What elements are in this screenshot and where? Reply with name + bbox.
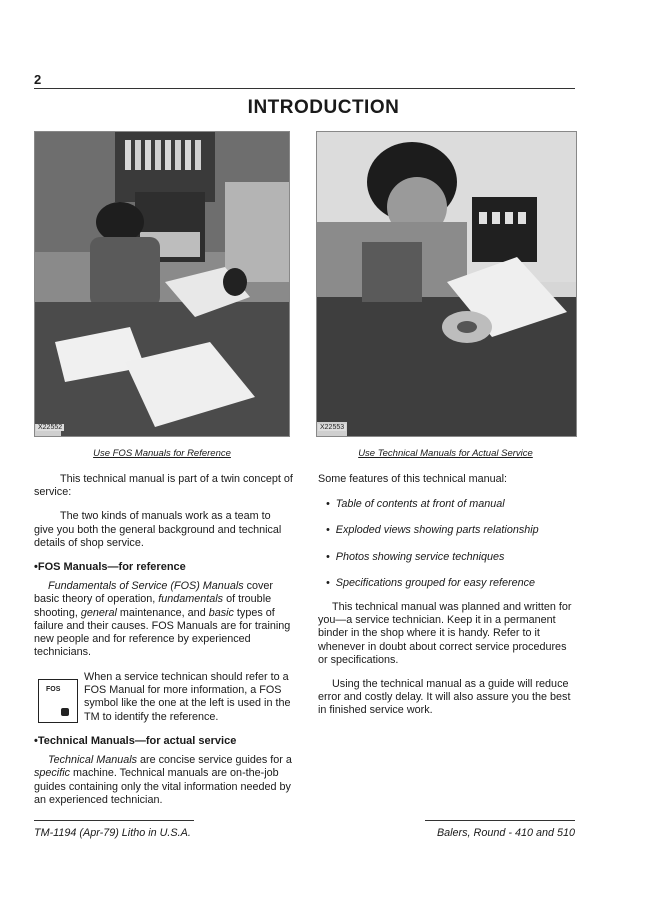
guide-paragraph: Using the technical manual as a guide will reduce error and costly delay. It will also assure you the best in finished service work. xyxy=(318,678,571,717)
photo-fos-illustration xyxy=(35,132,289,436)
left-column xyxy=(34,473,293,659)
footer-rule-left xyxy=(34,820,194,821)
page-number: 2 xyxy=(34,72,42,87)
right-column xyxy=(318,473,575,718)
header-rule xyxy=(34,88,575,89)
photo-caption-right: Use Technical Manuals for Actual Service xyxy=(358,448,533,459)
tm-paragraph: Technical Manuals are concise service guides for a specific machine. Technical manuals are on-the-job guides containing only the vital information needed by an experienced technician. xyxy=(34,754,292,806)
footer-right: Balers, Round - 410 and 510 xyxy=(436,827,575,839)
features-intro: Some features of this technical manual: xyxy=(318,473,508,485)
fos-symbol-paragraph: When a service technican should refer to a FOS Manual for more information, a FOS symbol like the one at the left is used in the TM to identify the reference. xyxy=(84,671,291,723)
fos-heading: •FOS Manuals—for reference xyxy=(34,561,186,574)
team-paragraph: The two kinds of manuals work as a team to give you both the general background and technical details of shop service. xyxy=(34,510,282,549)
feature-item: • Table of contents at front of manual xyxy=(326,498,505,511)
photo-code-right: X22553 xyxy=(320,424,345,431)
photo-caption-left: Use FOS Manuals for Reference xyxy=(93,448,231,459)
tm-heading: •Technical Manuals—for actual service xyxy=(34,735,237,747)
photo-code-left: X22552 xyxy=(38,424,63,431)
fos-symbol-dot-icon xyxy=(61,708,69,716)
planned-paragraph: This technical manual was planned and written for you—a service technician. Keep it in a permanent binder in the shop where it is handy. Refer to it whenever in doubt about correct service procedures or specifications. xyxy=(318,601,572,666)
fos-symbol-label: FOS xyxy=(46,686,61,693)
footer-left: TM-1194 (Apr-79) Litho in U.S.A. xyxy=(34,827,191,839)
feature-item: • Exploded views showing parts relationship xyxy=(326,524,539,537)
feature-item: • Photos showing service techniques xyxy=(326,550,505,563)
feature-list xyxy=(326,498,575,590)
photo-service-illustration xyxy=(317,132,576,436)
feature-item: • Specifications grouped for easy reference xyxy=(326,576,536,589)
fos-paragraph: Fundamentals of Service (FOS) Manuals cover basic theory of operation, fundamentals of trouble shooting, general maintenance, and basic types of failure and their causes. FOS Manuals are for training new people and for reference by experienced technicians. xyxy=(34,580,291,659)
fos-symbol xyxy=(38,679,78,723)
tm-section xyxy=(34,735,293,807)
photo-technical-service xyxy=(316,131,577,437)
photo-fos-reference xyxy=(34,131,290,437)
intro-paragraph: This technical manual is part of a twin concept of service: xyxy=(34,473,293,499)
page-title: INTRODUCTION xyxy=(247,97,400,118)
footer-rule-right xyxy=(425,820,575,821)
